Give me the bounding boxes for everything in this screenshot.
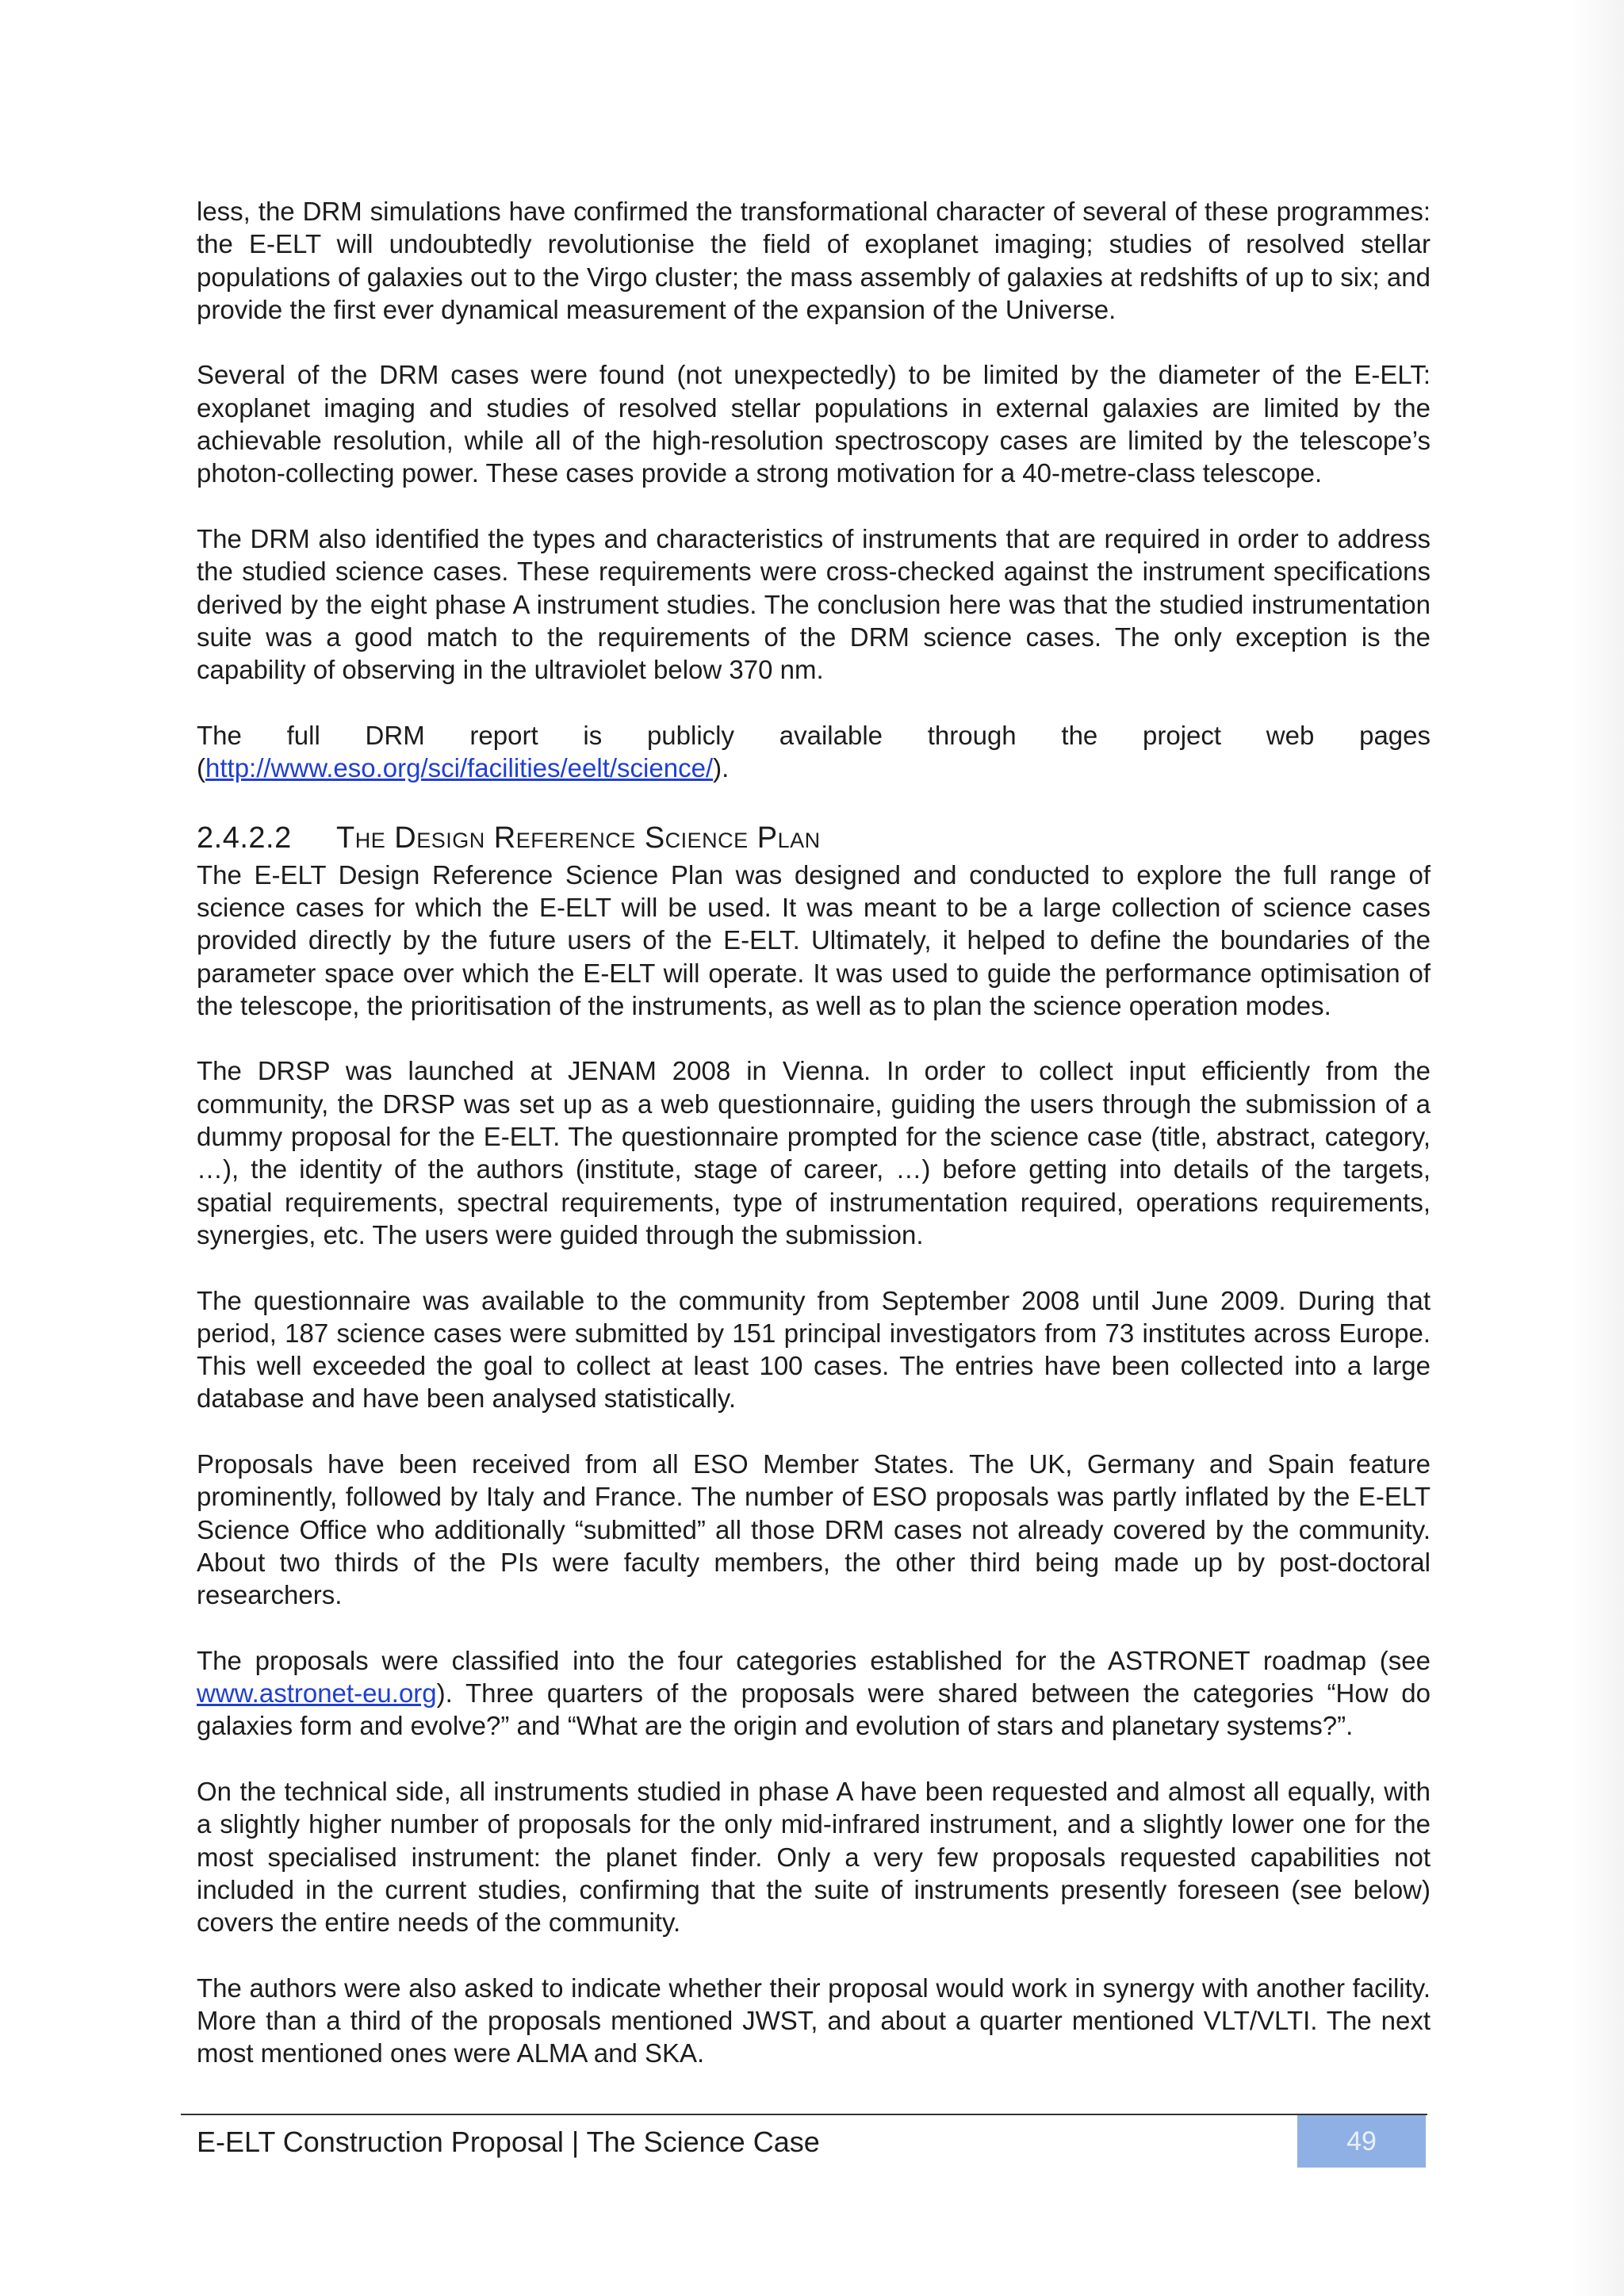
footer-title: E-ELT Construction Proposal | The Science Case <box>197 2126 820 2158</box>
paragraph-drm-limits: Several of the DRM cases were found (not unexpectedly) to be limited by the diameter of the E-ELT: exoplanet imaging and studies of resolved stellar populations in external galaxies are limited by the achievable resolution, while all of the high-resolution spectroscopy cases are limited by the telescope’s photon-collecting power. These cases provide a strong motivation for a 40-metre-class telescope. <box>197 360 1431 488</box>
page-number: 49 <box>1297 2115 1426 2168</box>
document-body <box>197 195 1431 2103</box>
footer-divider <box>181 2114 1427 2115</box>
paragraph-synergies: The authors were also asked to indicate whether their proposal would work in synergy with another facility. More than a third of the proposals mentioned JWST, and about a quarter mentioned VLT/VLTI. The next most mentioned ones were ALMA and SKA. <box>197 1973 1431 2068</box>
paragraph-drsp-launch: The DRSP was launched at JENAM 2008 in Vienna. In order to collect input efficiently from the community, the DRSP was set up as a web questionnaire, guiding the users through the submission of a dummy proposal for the E-ELT. The questionnaire prompted for the science case (title, abstract, category, …), the identity of the authors (institute, stage of career, …) before getting into details of the targets, spatial requirements, spectral requirements, type of instrumentation required, operations requirements, synergies, etc. The users were guided through the submission. <box>197 1056 1431 1249</box>
paragraph-drsp-intro: The E-ELT Design Reference Science Plan was designed and conducted to explore the full range of science cases for which the E-ELT will be used. It was meant to be a large collection of science cases provided directly by the future users of the E-ELT. Ultimately, it helped to define the boundaries of the parameter space over which the E-ELT will operate. It was used to guide the performance optimisation of the telescope, the prioritisation of the instruments, as well as to plan the science operation modes. <box>197 859 1431 1020</box>
paragraph-technical-side: On the technical side, all instruments studied in phase A have been requested and almost all equally, with a slightly higher number of proposals for the only mid-infrared instrument, and a slightly lower one for the most specialised instrument: the planet finder. Only a very few proposals requested capabilities not included in the current studies, confirming that the suite of instruments presently foreseen (see below) covers the entire needs of the community. <box>197 1776 1431 1938</box>
paragraph-drm-results: less, the DRM simulations have confirmed the transformational character of several of these programmes: the E-ELT will undoubtedly revolutionise the field of exoplanet imaging; studies of resolved stellar populations of galaxies out to the Virgo cluster; the mass assembly of galaxies at redshifts of up to six; and provide the first ever dynamical measurement of the expansion of the Universe. <box>197 197 1431 324</box>
astronet-link[interactable]: www.astronet-eu.org <box>197 1678 437 1709</box>
paragraph-questionnaire: The questionnaire was available to the community from September 2008 until June 2009. During that period, 187 science cases were submitted by 151 principal investigators from 73 institutes across Europe. This well exceeded the goal to collect at least 100 cases. The entries have been collected into a large database and have been analysed statistically. <box>197 1285 1431 1414</box>
paragraph-drm-instruments: The DRM also identified the types and characteristics of instruments that are required in order to address the studied science cases. These requirements were cross-checked against the instrument specifications derived by the eight phase A instrument studies. The conclusion here was that the studied instrumentation suite was a good match to the requirements of the DRM science cases. The only exception is the capability of observing in the ultraviolet below 370 nm. <box>197 523 1431 685</box>
categories-text-after: ). Three quarters of the proposals were shared between the categories “How do galaxies form and evolve?” and “What are the origin and evolution of stars and planetary systems?”. <box>197 1678 1431 1741</box>
section-title: The Design Reference Science Plan <box>336 821 821 855</box>
paragraph-categories <box>197 1644 1431 1743</box>
drm-report-text-before: The full DRM report is publicly available through the project web pages ( <box>197 720 1431 783</box>
categories-text-before: The proposals were classified into the four categories established for the ASTRONET roadmap (see <box>197 1645 1431 1675</box>
paragraph-proposals-received: Proposals have been received from all ESO Member States. The UK, Germany and Spain feature prominently, followed by Italy and France. The number of ESO proposals was partly inflated by the E-ELT Science Office who additionally “submitted” all those DRM cases not already covered by the community. About two thirds of the PIs were faculty members, the other third being made up by post-doctoral researchers. <box>197 1448 1431 1610</box>
drm-report-link[interactable]: http://www.eso.org/sci/facilities/eelt/science/ <box>205 753 714 783</box>
paragraph-drm-report <box>197 719 1431 785</box>
section-number: 2.4.2.2 <box>197 821 292 855</box>
section-heading <box>197 817 1431 859</box>
drm-report-text-after: ). <box>713 753 730 783</box>
